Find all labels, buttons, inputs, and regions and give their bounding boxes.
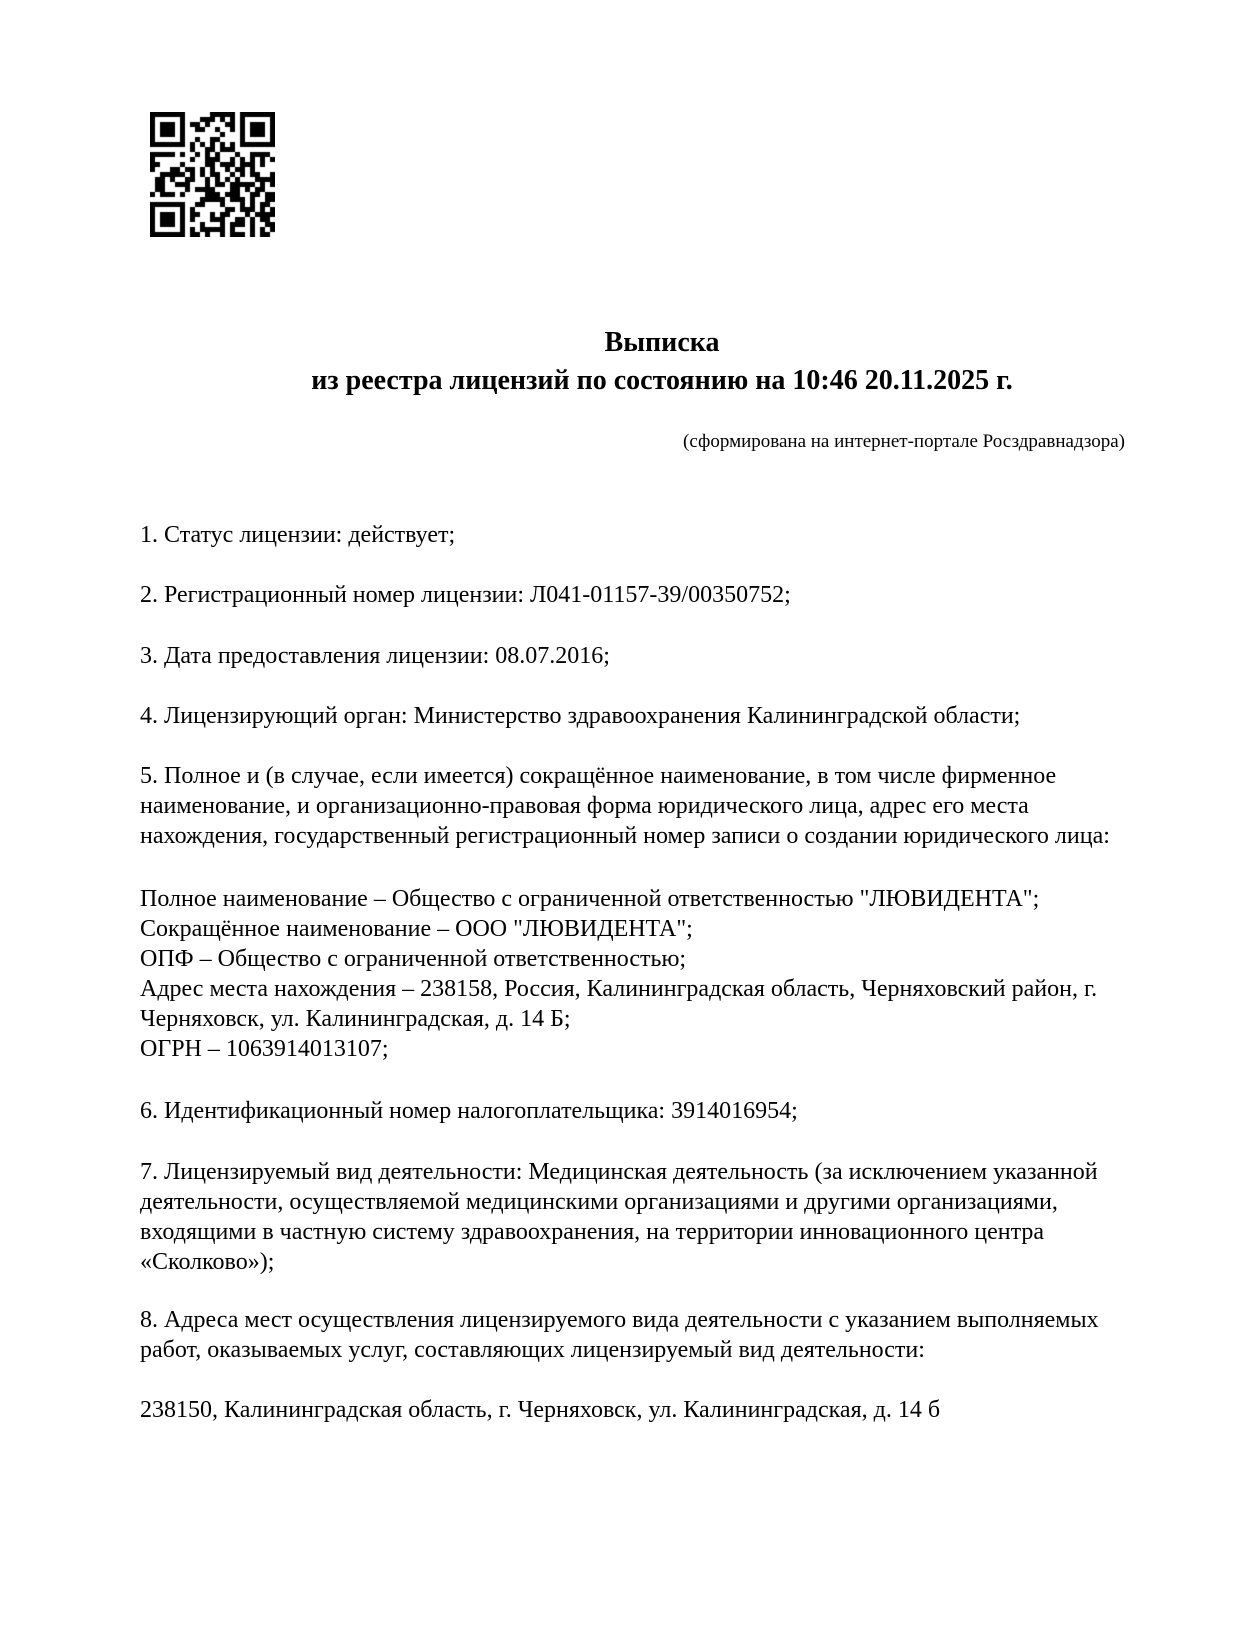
paragraph-organization-details xyxy=(140,884,1097,1064)
paragraph-activity-address xyxy=(140,1395,940,1425)
paragraph-activity-type xyxy=(140,1157,1098,1277)
text-line: 238150, Калининградская область, г. Черняховск, ул. Калининградская, д. 14 б xyxy=(140,1397,941,1423)
paragraph-inn xyxy=(140,1096,798,1126)
text-line: Черняховск, ул. Калининградская, д. 14 Б; xyxy=(140,1006,571,1032)
document-subtitle: (сформирована на интернет-портале Росздравнадзора) xyxy=(683,431,1125,452)
paragraph-registration-number xyxy=(140,580,791,610)
paragraph-addresses-heading xyxy=(140,1305,1099,1365)
text-line: 8. Адреса мест осуществления лицензируемого вида деятельности с указанием выполняемых xyxy=(140,1307,1099,1333)
text-line: 3. Дата предоставления лицензии: 08.07.2016; xyxy=(140,643,610,669)
document-title-line1: Выписка xyxy=(604,327,720,358)
text-line: 5. Полное и (в случае, если имеется) сокращённое наименование, в том числе фирменное xyxy=(140,763,1057,789)
text-line: 7. Лицензируемый вид деятельности: Медицинская деятельность (за исключением указанной xyxy=(140,1159,1098,1185)
text-line: Сокращённое наименование – ООО "ЛЮВИДЕНТА"; xyxy=(140,916,693,942)
text-line: ОГРН – 1063914013107; xyxy=(140,1036,389,1062)
text-line: 2. Регистрационный номер лицензии: Л041-01157-39/00350752; xyxy=(140,582,791,608)
paragraph-licensing-authority xyxy=(140,701,1020,731)
text-line: нахождения, государственный регистрационный номер записи о создании юридического лица: xyxy=(140,823,1110,849)
text-line: 1. Статус лицензии: действует; xyxy=(140,522,456,548)
paragraph-grant-date xyxy=(140,641,610,671)
paragraph-name-heading xyxy=(140,761,1110,851)
text-line: входящими в частную систему здравоохранения, на территории инновационного центра xyxy=(140,1219,1045,1245)
text-line: деятельности, осуществляемой медицинскими организациями и другими организациями, xyxy=(140,1189,1058,1215)
text-line: Адрес места нахождения – 238158, Россия, Калининградская область, Черняховский район, г. xyxy=(140,976,1098,1002)
text-line: ОПФ – Общество с ограниченной ответственностью; xyxy=(140,946,687,972)
document-title-line2: из реестра лицензий по состоянию на 10:46 20.11.2025 г. xyxy=(311,365,1013,396)
text-line: 6. Идентификационный номер налогоплательщика: 3914016954; xyxy=(140,1098,798,1124)
text-line: «Сколково»); xyxy=(140,1249,275,1275)
text-line: 4. Лицензирующий орган: Министерство здравоохранения Калининградской области; xyxy=(140,703,1021,729)
paragraph-license-status xyxy=(140,520,455,550)
text-line: Полное наименование – Общество с ограниченной ответственностью "ЛЮВИДЕНТА"; xyxy=(140,886,1040,912)
text-line: наименование, и организационно-правовая форма юридического лица, адрес его места xyxy=(140,793,1029,819)
text-line: работ, оказываемых услуг, составляющих лицензируемый вид деятельности: xyxy=(140,1337,925,1363)
